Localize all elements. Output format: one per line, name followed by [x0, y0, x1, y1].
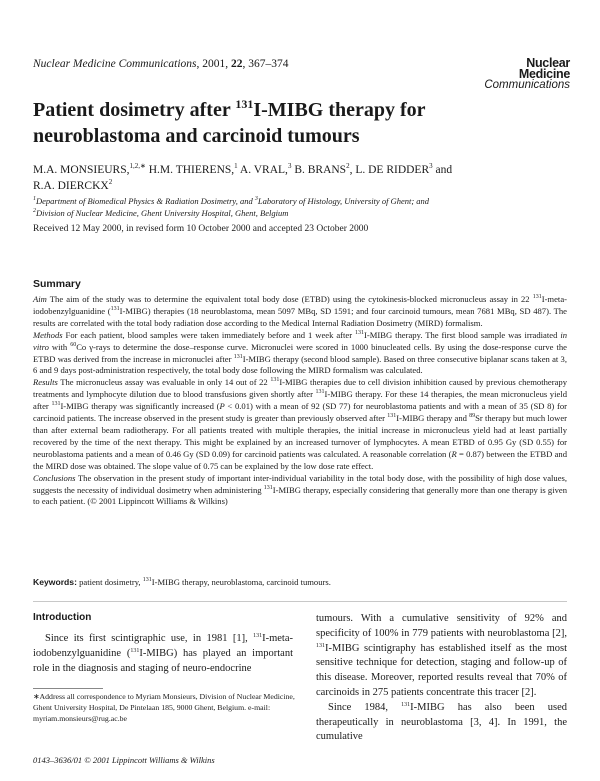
volume: 22: [231, 58, 243, 70]
summary-body: [33, 294, 567, 508]
journal-citation: Nuclear Medicine Communications, 2001, 22, 367–374: [33, 58, 289, 70]
keywords: Keywords: patient dosimetry, $^{131}$I-MIBG therapy, neuroblastoma, carcinoid tumours.: [33, 577, 331, 587]
journal-name: Nuclear Medicine Communications: [33, 58, 197, 70]
summary-conclusions: Conclusions The observation in the present study of important inter-individual variability in the total body dose, with the possibility of high dose values, suggests the necessity of individual dosimetry when administering $^{131}$I-MIBG therapy, especially considering that generally more than one therapy is given to each patient. (© 2001 Lippincott Williams & Wilkins): [33, 472, 567, 507]
introduction-heading: Introduction: [33, 612, 92, 623]
correspondence-footnote: ∗Address all correspondence to Myriam Monsieurs, Division of Nuclear Medicine, Ghent University Hospital, De Pintelaan 185, 9000 Ghent, Belgium. e-mail: myriam.monsieurs@rug.ac.be: [33, 692, 295, 723]
introduction-left-column: Since its first scintigraphic use, in 1981 [1], $^{131}$I-meta-iodobenzylguanidine ($^{131}$I-MIBG) has played an important role in the diagnosis and staging of neuro-endocrine: [33, 633, 293, 674]
summary-heading: Summary: [33, 278, 81, 290]
introduction-right-column: tumours. With a cumulative sensitivity of 92% and specificity of 100% in 779 patients with neuroblastoma [2], $^{131}$I-MIBG scintigraphy has established itself as the most sensitive technique for detection, staging and follow-up of this disease. Moreover, reported results reveal that 70% of carcinoids in 275 patients concentrate this tracer [2]. Since 1984, $^{131}$I-MIBG has also been used therapeutically in neuroblastoma [3, 4]. In 1991, the cumulative: [316, 613, 567, 743]
author-list: M.A. MONSIEURS,$^{1,2,∗}$ H.M. THIERENS,$^1$ A. VRAL,$^3$ B. BRANS$^2$, L. DE RIDDER$^3$ and R.A. DIERCKX$^2$: [33, 162, 453, 192]
affiliations: $^1$Department of Biomedical Physics & Radiation Dosimetry, and $^3$Laboratory of Histology, University of Ghent; and $^2$Division of Nuclear Medicine, Ghent University Hospital, Ghent, Belgium: [33, 196, 430, 218]
journal-logo: Nuclear Medicine Communications: [484, 56, 570, 91]
summary-aim: Aim The aim of the study was to determine the equivalent total body dose (ETBD) using the cytokinesis-blocked micronucleus assay in 22 $^{131}$I-meta-iodobenzylguanidine ($^{131}$I-MIBG) therapies (18 neuroblastoma, mean 5097 MBq, SD 1591; and four carcinoid tumours, mean 7681 MBq, SD 487). The results are correlated with the total body radiation dose according to the Medical Internal Radiation Dosimetry (MIRD) formalism.: [33, 294, 567, 328]
section-divider: [33, 601, 567, 602]
received-dates: Received 12 May 2000, in revised form 10 October 2000 and accepted 23 October 2000: [33, 224, 369, 234]
copyright-footer: 0143–3636/01 © 2001 Lippincott Williams & Wilkins: [33, 755, 215, 765]
summary-results: Results The micronucleus assay was evaluable in only 14 out of 22 $^{131}$I-MIBG therapies due to cell division inhibition caused by previous chemotherapy treatments and lymphocyte dilution due to blood transfusions given shortly after $^{131}$I-MIBG therapy. For these 14 therapies, the mean micronucleus yield after $^{131}$I-MIBG therapy was significantly increased (P < 0.01) with a mean of 92 (SD 77) for neuroblastoma patients and with a mean of 35 (SD 8) for carcinoid patients. The increase observed in the present study is greater than previously observed after $^{131}$I-MIBG therapy and $^{89}$Sr therapy but much lower than after external beam radiotherapy. For all patients treated with multiple therapies, the initial increase in micronucleus yield had at least partially recovered by the time of the next therapy. This might be explained by an increased turnover of lymphocytes. A mean ETBD of 0.95 Gy (SD 0.55) for neuroblastoma patients and a mean of 0.46 Gy (SD 0.09) for carcinoid patients was calculated. A reasonable correlation (R = 0.87) between the ETBD and the MIRD dose was obtained. The slope value of 0.75 can be explained by the low dose rate effect.: [33, 377, 568, 471]
footnote-rule: [33, 688, 103, 689]
summary-methods: Methods For each patient, blood samples were taken immediately before and 1 week after $^{131}$I-MIBG therapy. The first blood sample was irradiated in vitro with $^{60}$Co γ-rays to determine the dose–response curve. Micronuclei were scored in 1000 binucleated cells. By using the dose-response curve the ETBD was derived from the increase in micronuclei after $^{131}$I-MIBG therapy (second blood sample). Based on three consecutive biplanar scans taken at 3, 6 and 9 days post-administration respectively, the total body dose following the MIRD formalism was calculated.: [33, 329, 567, 376]
article-title: Patient dosimetry after $^{131}$I-MIBG therapy for neuroblastoma and carcinoid tumours: [33, 97, 426, 147]
